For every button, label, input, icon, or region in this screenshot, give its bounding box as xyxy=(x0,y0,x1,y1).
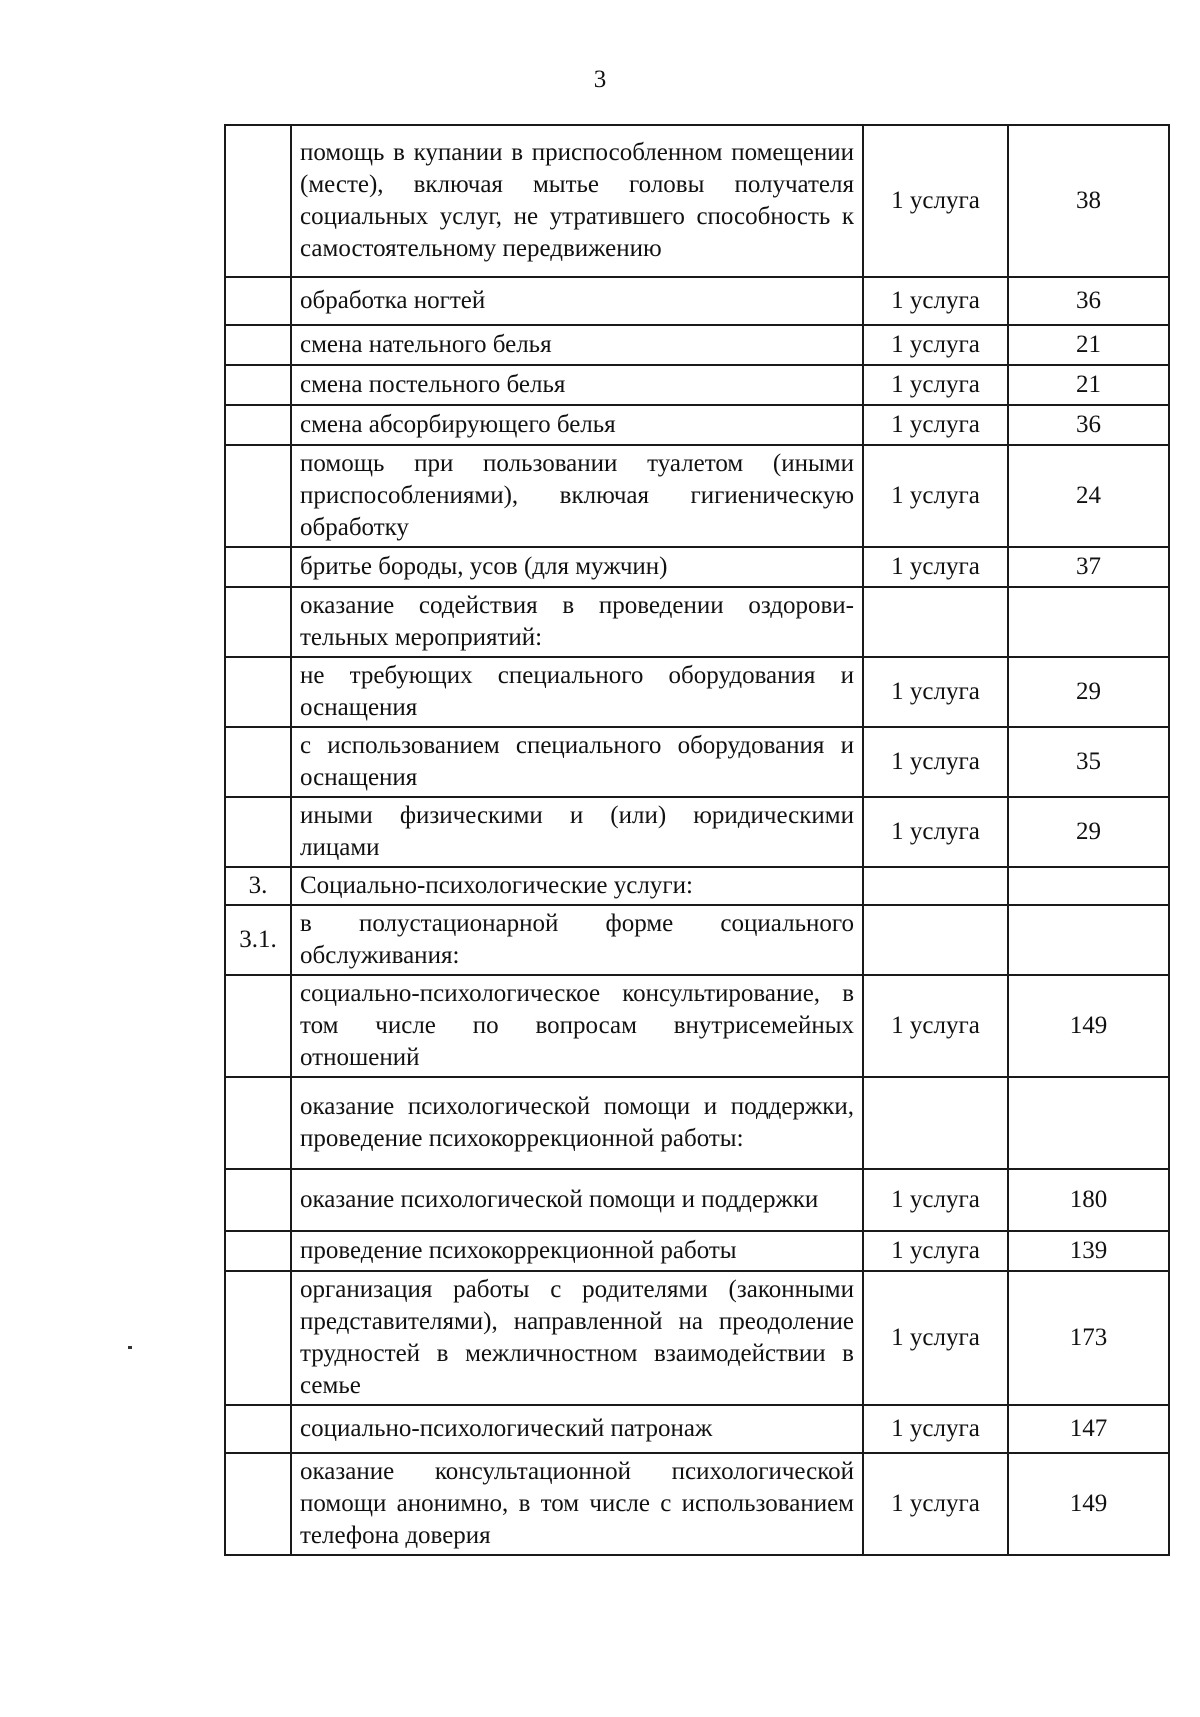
service-name-cell: помощь в купании в приспособленном помещении (месте), включая мытье головы получателя социальных услуг, не утратившего способность к самостоятельному передвижению xyxy=(291,125,863,277)
service-name-cell: иными физическими и (или) юридическими лицами xyxy=(291,797,863,867)
row-number-cell xyxy=(225,365,291,405)
price-cell: 35 xyxy=(1008,727,1169,797)
table-row xyxy=(225,547,1169,587)
row-number-cell xyxy=(225,1405,291,1453)
price-cell: 36 xyxy=(1008,277,1169,325)
price-cell: 173 xyxy=(1008,1271,1169,1405)
row-number-cell xyxy=(225,587,291,657)
table-row xyxy=(225,1169,1169,1231)
table-row xyxy=(225,277,1169,325)
service-name-cell: оказание психологической помощи и поддержки xyxy=(291,1169,863,1231)
table-row xyxy=(225,325,1169,365)
price-cell xyxy=(1008,587,1169,657)
table-row xyxy=(225,905,1169,975)
service-name-cell: социально-психологическое консультирование, в том числе по вопросам внутрисемейных отношений xyxy=(291,975,863,1077)
service-name-cell: бритье бороды, усов (для мужчин) xyxy=(291,547,863,587)
price-cell: 139 xyxy=(1008,1231,1169,1271)
scan-dot-mark xyxy=(128,1346,132,1349)
row-number-cell xyxy=(225,797,291,867)
row-number-cell: 3.1. xyxy=(225,905,291,975)
price-cell xyxy=(1008,905,1169,975)
unit-cell: 1 услуга xyxy=(863,1169,1008,1231)
price-cell: 36 xyxy=(1008,405,1169,445)
unit-cell xyxy=(863,1077,1008,1169)
row-number-cell xyxy=(225,1231,291,1271)
service-name-cell: организация работы с родителями (законными представителями), направленной на преодоление трудностей в межличностном взаимодействии в семье xyxy=(291,1271,863,1405)
table-row xyxy=(225,125,1169,277)
row-number-cell xyxy=(225,125,291,277)
price-cell xyxy=(1008,1077,1169,1169)
unit-cell: 1 услуга xyxy=(863,727,1008,797)
unit-cell: 1 услуга xyxy=(863,325,1008,365)
service-name-cell: смена абсорбирующего белья xyxy=(291,405,863,445)
service-name-cell: не требующих специального оборудования и оснащения xyxy=(291,657,863,727)
unit-cell xyxy=(863,905,1008,975)
price-cell: 149 xyxy=(1008,1453,1169,1555)
service-name-cell: в полустационарной форме социального обслуживания: xyxy=(291,905,863,975)
row-number-cell: 3. xyxy=(225,867,291,905)
unit-cell: 1 услуга xyxy=(863,1271,1008,1405)
row-number-cell xyxy=(225,1169,291,1231)
services-price-table xyxy=(224,124,1170,1556)
table-row xyxy=(225,1453,1169,1555)
price-cell: 29 xyxy=(1008,657,1169,727)
unit-cell: 1 услуга xyxy=(863,797,1008,867)
price-cell: 149 xyxy=(1008,975,1169,1077)
unit-cell: 1 услуга xyxy=(863,405,1008,445)
row-number-cell xyxy=(225,1453,291,1555)
unit-cell: 1 услуга xyxy=(863,277,1008,325)
service-name-cell: проведение психокоррекционной работы xyxy=(291,1231,863,1271)
row-number-cell xyxy=(225,657,291,727)
service-name-cell: Социально-психологические услуги: xyxy=(291,867,863,905)
price-cell: 24 xyxy=(1008,445,1169,547)
service-name-cell: оказание содействия в проведении оздоровительных мероприятий: xyxy=(291,587,863,657)
unit-cell xyxy=(863,587,1008,657)
row-number-cell xyxy=(225,325,291,365)
table-row xyxy=(225,975,1169,1077)
service-name-cell: смена постельного белья xyxy=(291,365,863,405)
price-cell: 37 xyxy=(1008,547,1169,587)
price-cell xyxy=(1008,867,1169,905)
unit-cell: 1 услуга xyxy=(863,365,1008,405)
table-row xyxy=(225,445,1169,547)
page-number: 3 xyxy=(593,66,607,93)
unit-cell: 1 услуга xyxy=(863,975,1008,1077)
service-name-cell: помощь при пользовании туалетом (иными приспособлениями), включая гигиеническую обработку xyxy=(291,445,863,547)
table-row xyxy=(225,657,1169,727)
table-body xyxy=(225,125,1169,1555)
service-name-cell: обработка ногтей xyxy=(291,277,863,325)
row-number-cell xyxy=(225,277,291,325)
price-cell: 29 xyxy=(1008,797,1169,867)
unit-cell: 1 услуга xyxy=(863,657,1008,727)
service-name-cell: с использованием специального оборудования и оснащения xyxy=(291,727,863,797)
table-row xyxy=(225,587,1169,657)
unit-cell: 1 услуга xyxy=(863,125,1008,277)
table-row xyxy=(225,1405,1169,1453)
table-row xyxy=(225,1271,1169,1405)
table-row xyxy=(225,365,1169,405)
table-row xyxy=(225,867,1169,905)
row-number-cell xyxy=(225,1077,291,1169)
price-cell: 147 xyxy=(1008,1405,1169,1453)
price-cell: 38 xyxy=(1008,125,1169,277)
row-number-cell xyxy=(225,1271,291,1405)
service-name-cell: смена нательного белья xyxy=(291,325,863,365)
table-row xyxy=(225,1077,1169,1169)
row-number-cell xyxy=(225,975,291,1077)
service-name-cell: оказание консультационной психологической помощи анонимно, в том числе с использованием телефона доверия xyxy=(291,1453,863,1555)
unit-cell xyxy=(863,867,1008,905)
row-number-cell xyxy=(225,445,291,547)
price-cell: 21 xyxy=(1008,365,1169,405)
price-cell: 180 xyxy=(1008,1169,1169,1231)
table-row xyxy=(225,727,1169,797)
table-row xyxy=(225,797,1169,867)
table-row xyxy=(225,1231,1169,1271)
unit-cell: 1 услуга xyxy=(863,1231,1008,1271)
row-number-cell xyxy=(225,727,291,797)
price-cell: 21 xyxy=(1008,325,1169,365)
unit-cell: 1 услуга xyxy=(863,547,1008,587)
table-row xyxy=(225,405,1169,445)
unit-cell: 1 услуга xyxy=(863,1453,1008,1555)
unit-cell: 1 услуга xyxy=(863,445,1008,547)
service-name-cell: оказание психологической помощи и поддержки, проведение психокоррекционной работы: xyxy=(291,1077,863,1169)
unit-cell: 1 услуга xyxy=(863,1405,1008,1453)
row-number-cell xyxy=(225,547,291,587)
service-name-cell: социально-психологический патронаж xyxy=(291,1405,863,1453)
row-number-cell xyxy=(225,405,291,445)
